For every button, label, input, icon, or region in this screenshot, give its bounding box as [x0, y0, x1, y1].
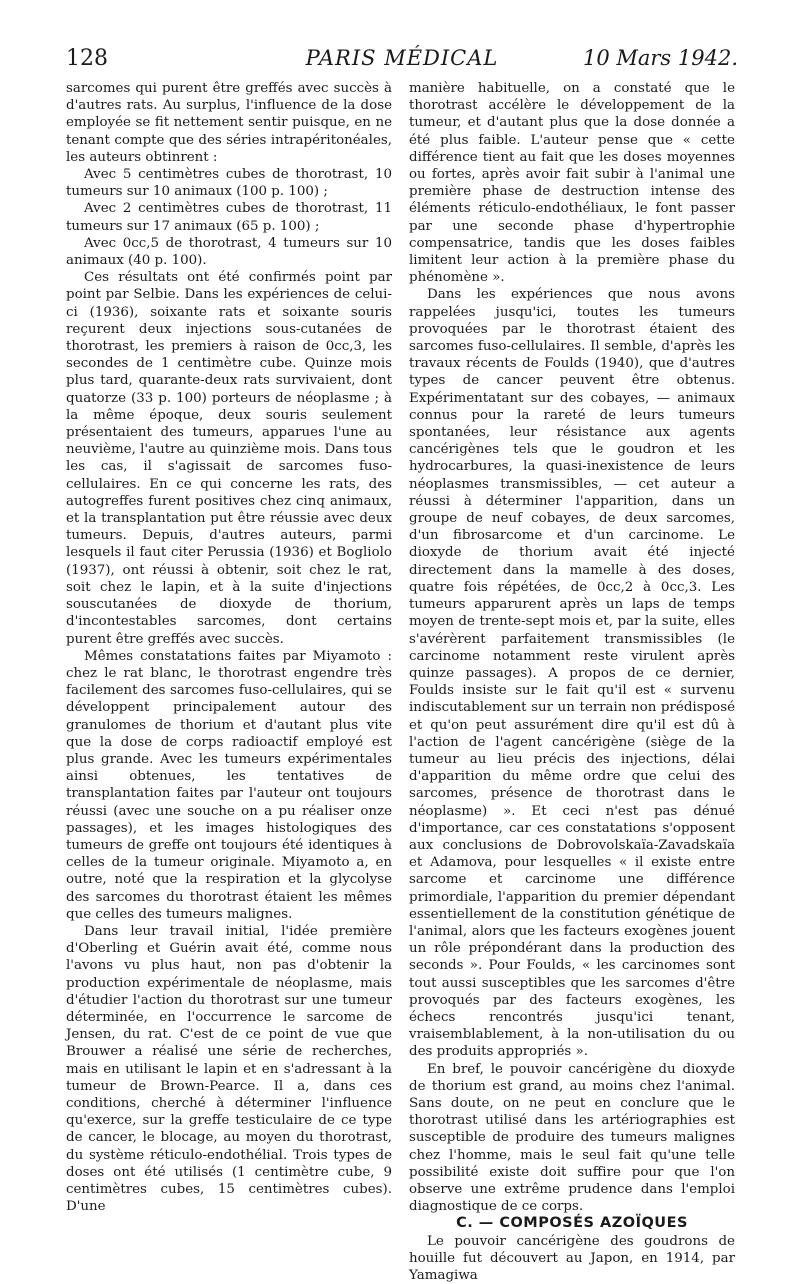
paragraph: Dans les expériences que nous avons rappelées jusqu'ici, toutes les tumeurs provoquées par le thorotrast étaient des sarcomes fuso-cellulaires. Il semble, d'après les travaux récents de Foulds (1940), que d'autres types de cancer peuvent être obtenus. Expérimentatant sur des cobayes, — animaux connus pour la rareté de leurs tumeurs spontanées, leur résistance aux agents cancérigènes tels que le goudron et les hydrocarbures, la quasi-inexistence de leurs néoplasmes transmissibles, — cet auteur a réussi à déterminer l'apparition, dans un groupe de neuf cobayes, de deux sarcomes, d'un fibrosarcome et d'un carcinome. Le dioxyde de thorium avait été injecté directement dans la mamelle à des doses, quatre fois répétées, de 0cc,2 à 0cc,3. Les tumeurs apparurent après un laps de temps moyen de trente-sept mois et, par la suite, elles s'avérèrent parfaitement transmissibles (le carcinome notamment reste virulent après quinze passages). A propos de ce dernier, Foulds insiste sur le fait qu'il est « survenu indiscutablement sur un terrain non prédisposé et qu'on peut assurément dire qu'il est dû à l'action de l'agent cancérigène (siège de la tumeur au lieu précis des injections, délai d'apparition du même ordre que celui des sarcomes, présence de thorotrast dans le néoplasme) ». Et ceci n'est pas dénué d'importance, car ces constatations s'opposent aux conclusions de Dobrovolskaïa-Zavadskaïa et Adamova, pour lesquelles « il existe entre sarcome et carcinome une différence primordiale, l'apparition du premier dépendant essentiellement de la constitution génétique de l'animal, alors que les facteurs exogènes jouent un rôle prépondérant dans la production des seconds ». Pour Foulds, « les carcinomes sont tout aussi susceptibles que les sarcomes d'être provoqués par des facteurs exogènes, les échecs rencontrés jusqu'ici tenant, vraisemblablement, à la non-utilisation du ou des produits appropriés ».	[409, 287, 735, 1060]
paragraph: Mêmes constatations faites par Miyamoto : chez le rat blanc, le thorotrast engendre très facilement des sarcomes fuso-cellulaires, qui se développent principalement autour des granulomes de thorium et d'autant plus vite que la dose de corps radioactif employé est plus grande. Avec les tumeurs expérimentales ainsi obtenues, les tentatives de transplantation faites par l'auteur ont toujours réussi (avec une souche on a pu réaliser onze passages), et les images histologiques des tumeurs de greffe ont toujours été identiques à celles de la tumeur originale. Miyamoto a, en outre, noté que la respiration et la glycolyse des sarcomes du thorotrast étaient les mêmes que celles des tumeurs malignes.	[66, 648, 392, 922]
paragraph: sarcomes qui purent être greffés avec succès à d'autres rats. Au surplus, l'influence de la dose employée se fit nettement sentir puisque, en ne tenant compte que des séries intrapéritonéales, les auteurs obtinrent :	[66, 81, 392, 165]
paragraph: manière habituelle, on a constaté que le thorotrast accélère le développement de la tumeur, et d'autant plus que la dose donnée a été plus faible. L'auteur pense que « cette différence tient au fait que les doses moyennes ou fortes, après avoir fait subir à l'animal une première phase de destruction intense des éléments réticulo-endothéliaux, le font passer par une seconde phase d'hypertrophie compensatrice, tandis que les doses faibles limitent leur action à la première phase du phénomène ».	[409, 81, 735, 286]
paragraph: Le pouvoir cancérigène des goudrons de houille fut découvert au Japon, en 1914, par Yamagiwa	[409, 1233, 735, 1284]
paragraph: Ces résultats ont été confirmés point par point par Selbie. Dans les expériences de celui-ci (1936), soixante rats et soixante souris reçurent deux injections sous-cutanées de thorotrast, les premiers à raison de 0cc,3, les secondes de 1 centimètre cube. Quinze mois plus tard, quarante-deux rats survivaient, dont quatorze (33 p. 100) porteurs de néoplasme ; à la même époque, deux souris seulement présentaient des tumeurs, apparues l'une au neuvième, l'autre au quinzième mois. Dans tous les cas, il s'agissait de sarcomes fuso-cellulaires. En ce qui concerne les rats, des autogreffes furent positives chez cinq animaux, et la transplantation put être réussie avec deux tumeurs. Depuis, d'autres auteurs, parmi lesquels il faut citer Perussia (1936) et Bogliolo (1937), ont réussi à obtenir, soit chez le rat, soit chez le lapin, et à la suite d'injections souscutanées de dioxyde de thorium, d'incontestables sarcomes, dont certains purent être greffés avec succès.	[66, 270, 392, 647]
journal-title: PARIS MÉDICAL	[305, 46, 499, 70]
paragraph: Avec 2 centimètres cubes de thorotrast, 11 tumeurs sur 17 animaux (65 p. 100) ;	[66, 201, 392, 234]
paragraph: Dans leur travail initial, l'idée première d'Oberling et Guérin avait été, comme nous l'avons vu plus haut, non pas d'obtenir la production expérimentale de néoplasme, mais d'étudier l'action du thorotrast sur une tumeur déterminée, en l'occurrence le sarcome de Jensen, du rat. C'est de ce point de vue que Brouwer a réalisé une série de recherches, mais en utilisant le lapin et en s'adressant à la tumeur de Brown-Pearce. Il a, dans ces conditions, cherché à déterminer l'influence qu'exerce, sur la greffe testiculaire de ce type de cancer, le blocage, au moyen du thorotrast, du système réticulo-endothélial. Trois types de doses ont été utilisés (1 centimètre cube, 9 centimètres cubes, 15 centimètres cubes). D'une	[66, 923, 392, 1215]
paragraph: Avec 0cc,5 de thorotrast, 4 tumeurs sur 10 animaux (40 p. 100).	[66, 235, 392, 269]
right-column	[409, 80, 735, 1284]
paragraph: En bref, le pouvoir cancérigène du dioxyde de thorium est grand, au moins chez l'animal. Sans doute, on ne peut en conclure que le thorotrast utilisé dans les artériographies est susceptible de produire des tumeurs malignes chez l'homme, mais le seul fait qu'une telle possibilité existe doit suffire pour que l'on observe une extrême prudence dans l'emploi diagnostique de ce corps.	[409, 1061, 735, 1215]
running-header	[66, 44, 738, 74]
left-column	[66, 80, 392, 1215]
section-heading: C. — COMPOSÉS AZOÏQUES	[456, 1215, 688, 1232]
paragraph: Avec 5 centimètres cubes de thorotrast, 10 tumeurs sur 10 animaux (100 p. 100) ;	[66, 167, 392, 200]
page-number: 128	[66, 46, 108, 71]
issue-date: 10 Mars 1942.	[582, 46, 738, 70]
